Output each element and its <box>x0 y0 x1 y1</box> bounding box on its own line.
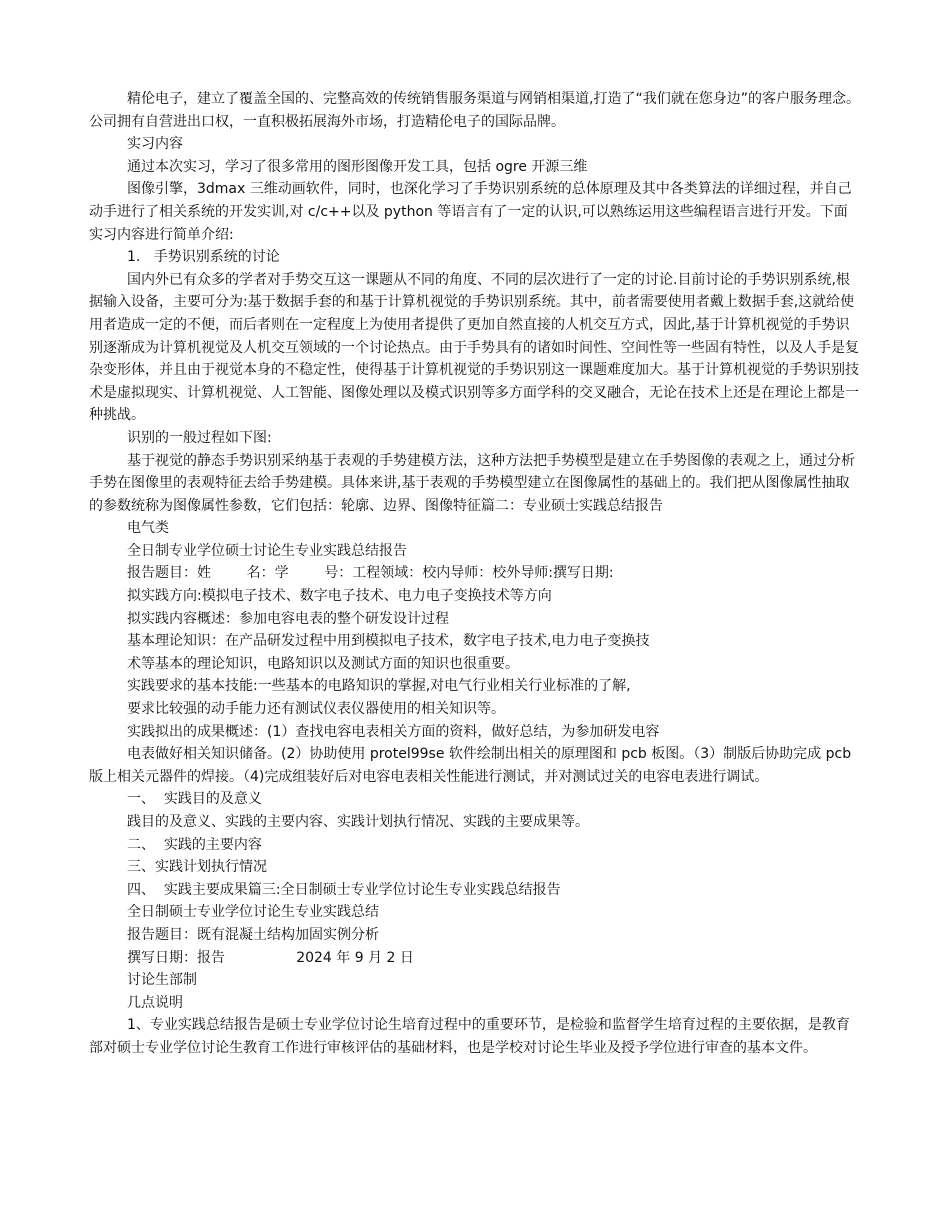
paragraph-report-topic: 报告题目：既有混凝土结构加固实例分析 <box>127 926 379 943</box>
paragraph-tools-detail: 图像引擎，3dmax 三维动画软件，同时，也深化学习了手势识别系统的总体原理及其中各类算法的详细过程，并自己动手进行了相关系统的开发实训,对 c/c++以及 python 等语言有了一定的认识,可以熟练运用这些编程语言进行开发。下面实习内容进行简单介绍: <box>89 181 852 243</box>
paragraph-department: 讨论生部制 <box>127 972 197 989</box>
paragraph-section-one-body: 践目的及意义、实践的主要内容、实践计划执行情况、实践的主要成果等。 <box>127 814 589 830</box>
heading-gesture-system: 1. 手势识别系统的讨论 <box>127 249 280 266</box>
paragraph-electrical-category: 电气类 <box>127 520 169 537</box>
paragraph-practice-direction: 拟实践方向:模拟电子技术、数字电子技术、电力电子变换技术等方向 <box>127 588 552 605</box>
paragraph-report-fields: 报告题目：姓 名：学 号：工程领域：校内导师：校外导师:撰写日期: <box>127 565 614 582</box>
paragraph-recognition-process: 识别的一般过程如下图: <box>127 429 272 446</box>
paragraph-basic-skills-1: 实践要求的基本技能:一些基本的电路知识的掌握,对电气行业相关行业标准的了解, <box>127 678 631 695</box>
paragraph-company-intro: 精伦电子，建立了覆盖全国的、完整高效的传统销售服务渠道与网销相渠道,打造了“我们就在您身边”的客户服务理念。公司拥有自营进出口权，一直积极拓展海外市场，打造精伦电子的国际品牌。 <box>89 91 860 130</box>
heading-section-four: 四、 实践主要成果篇三:全日制硕士专业学位讨论生专业实践总结报告 <box>127 881 561 898</box>
paragraph-tools-intro: 通过本次实习，学习了很多常用的图形图像开发工具，包括 ogre 开源三维 <box>127 158 588 175</box>
paragraph-results-overview-2: 电表做好相关知识储备。(2）协助使用 protel99se 软件绘制出相关的原理图和 pcb 板图。（3）制版后协助完成 pcb 版上相关元器件的焊接。（4)完成组装好后对电容电表相关性能进行测试，并对测试过关的电容电表进行调试。 <box>89 746 852 785</box>
heading-section-two: 二、 实践的主要内容 <box>127 836 262 853</box>
heading-section-one: 一、 实践目的及意义 <box>127 791 262 808</box>
paragraph-summary-title: 全日制硕士专业学位讨论生专业实践总结 <box>127 904 379 921</box>
paragraph-basic-theory-1: 基本理论知识：在产品研发过程中用到模拟电子技术，数字电子技术,电力电子变换技 <box>127 633 650 650</box>
paragraph-results-overview-1: 实践拟出的成果概述：(1）查找电容电表相关方面的资料，做好总结，为参加研发电容 <box>127 723 660 740</box>
heading-internship-content: 实习内容 <box>127 136 183 153</box>
paragraph-report-title: 全日制专业学位硕士讨论生专业实践总结报告 <box>127 542 407 559</box>
document-page <box>89 88 861 1060</box>
paragraph-basic-skills-2: 要求比较强的动手能力还有测试仪表仪器使用的相关知识等。 <box>127 701 505 718</box>
paragraph-basic-theory-2: 术等基本的理论知识，电路知识以及测试方面的知识也很重要。 <box>127 655 519 672</box>
paragraph-gesture-research: 国内外已有众多的学者对手势交互这一课题从不同的角度、不同的层次进行了一定的讨论.目前讨论的手势识别系统,根据输入设备，主要可分为:基于数据手套的和基于计算机视觉的手势识别系统。其中，前者需要使用者戴上数据手套,这就给使用者造成一定的不便，而后者则在一定程度上为使用者提供了更加自然直接的人机交互方式，因此,基于计算机视觉的手势识别逐渐成为计算机视觉及人机交互领域的一个讨论热点。由于手势具有的诸如时间性、空间性等一些固有特性，以及人手是复杂变形体，并且由于视觉本身的不稳定性，使得基于计算机视觉的手势识别这一课题难度加大。基于计算机视觉的手势识别技术是虚拟现实、计算机视觉、人工智能、图像处理以及模式识别等多方面学科的交叉融合，无论在技术上还是在理论上都是一种挑战。 <box>89 271 859 424</box>
paragraph-practice-content: 拟实践内容概述：参加电容电表的整个研发设计过程 <box>127 610 449 627</box>
paragraph-appearance-model: 基于视觉的静态手势识别采纳基于表观的手势建模方法，这种方法把手势模型是建立在手势图像的表观之上，通过分析手势在图像里的表观特征去给手势建模。具体来讲,基于表观的手势模型建立在图像属性的基础上的。我们把从图像属性抽取的参数统称为图像属性参数，它们包括：轮廓、边界、图像特征篇二：专业硕士实践总结报告 <box>89 452 855 514</box>
heading-notes: 几点说明 <box>127 994 183 1011</box>
heading-section-three: 三、实践计划执行情况 <box>127 859 267 876</box>
paragraph-writing-date: 撰写日期：报告 2024 年 9 月 2 日 <box>127 949 414 966</box>
paragraph-note-one: 1、专业实践总结报告是硕士专业学位讨论生培育过程中的重要环节，是检验和监督学生培育过程的主要依据，是教育部对硕士专业学位讨论生教育工作进行审核评估的基础材料，也是学校对讨论生毕业及授予学位进行审查的基本文件。 <box>89 1017 850 1056</box>
